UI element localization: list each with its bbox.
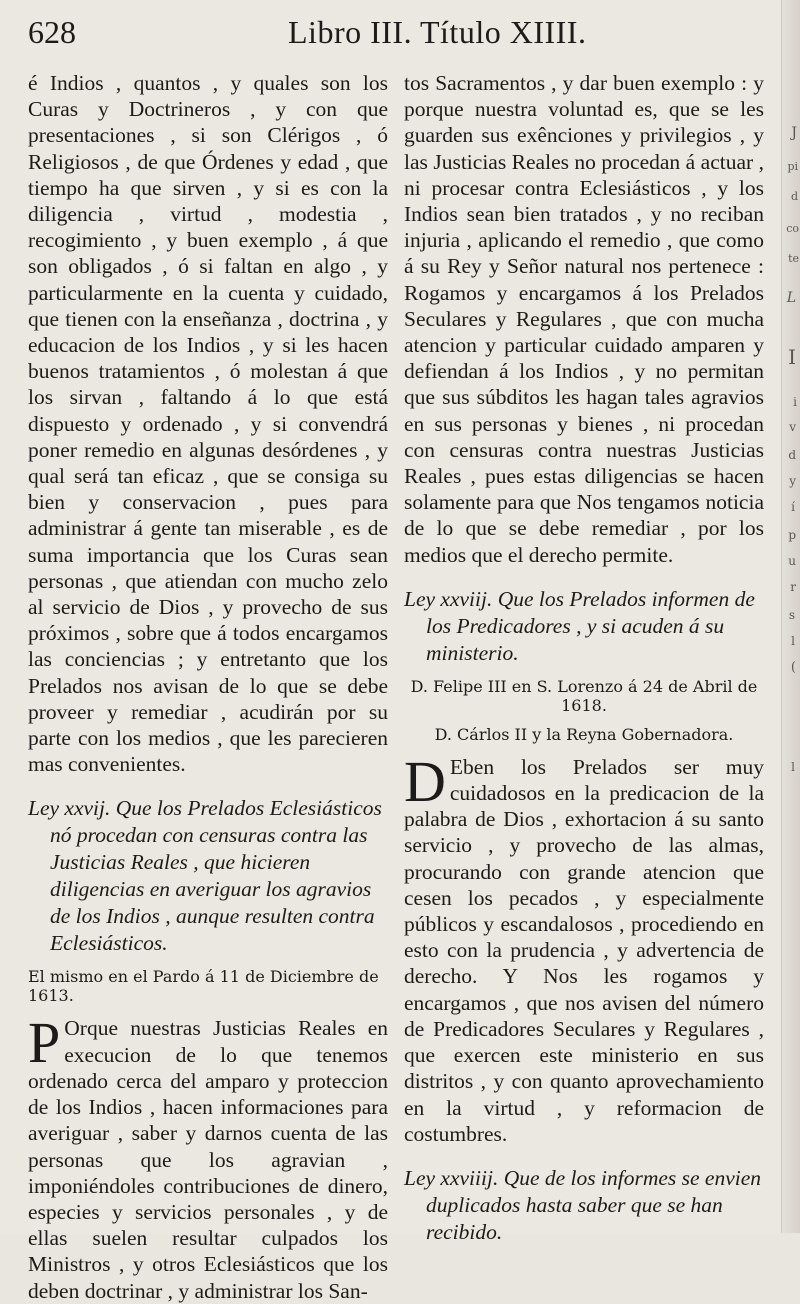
facing-page-edge (781, 0, 800, 1233)
law-title: Ley xxviiij. Que de los informes se envien duplicados hasta saber que se han recibido. (404, 1165, 762, 1244)
page-header (26, 12, 776, 56)
law-title: Ley xxviij. Que los Prelados informen de los Predicadores , y si acuden á su ministerio. (404, 586, 755, 665)
law-dateline: D. Felipe III en S. Lorenzo á 24 de Abril de 1618. (410, 676, 758, 715)
edge-glyph: d (790, 190, 798, 203)
edge-glyph: pi (787, 160, 798, 173)
edge-glyph: y (789, 474, 796, 488)
right-column (404, 70, 764, 1256)
edge-glyph: r (790, 580, 796, 594)
edge-glyph: i (793, 395, 797, 409)
edge-glyph: l (791, 760, 795, 774)
law-text (28, 1010, 388, 1303)
law-title: Ley xxvij. Que los Prelados Eclesiásticos nó procedan con censuras contra las Justicias Reales , que hicieren diligencias en averiguar los agravios de los Indios , aunque resulten contra Eclesiásticos. (28, 796, 382, 956)
law-dateline: El mismo en el Pardo á 11 de Diciembre de 1613. (28, 967, 379, 1006)
law-text (404, 748, 764, 1147)
edge-glyph: J (791, 125, 797, 141)
edge-glyph: I (788, 345, 796, 369)
edge-glyph: te (788, 252, 799, 265)
edge-glyph: u (788, 554, 796, 568)
law-body: Orque nuestras Justicias Reales en execucion de lo que tenemos ordenado cerca del amparo y proteccion de los Indios , hacen informaciones para averiguar , saber y darnos cuenta de las personas que los agravian , imponiéndoles contribuciones de dinero, especies y servicios personales , y de ellas suelen resultar culpados los Ministros , y otros Eclesiásticos que los deben doctrinar , y administrar los San- (28, 1016, 388, 1303)
page-number: 628 (28, 14, 76, 50)
edge-glyph: í (791, 500, 795, 514)
paragraph: tos Sacramentos , y dar buen exemplo : y porque nuestra voluntad es, que se les guarden sus exênciones y privilegios , y las Justicias Reales no procedan á actuar , ni procesar contra Eclesiásticos , y los Indios sean bien tratados , y no reciban injuria , aplicando el remedio , que como á su Rey y Señor natural nos pertenece : Rogamos y encargamos á los Prelados Seculares y Regulares , que con mucha atencion y particular cuidado amparen y defiendan á los Indios , y no permitan que sus súbditos les hagan tales agravios en sus personas y bienes , ni procedan con censuras contra nuestras Justicias Reales , pues estas diligencias se hacen solamente para que Nos tengamos noticia de lo que se debe remediar , por los medios que el derecho permite. (404, 71, 764, 567)
edge-glyph: l (791, 634, 795, 648)
drop-cap: P (28, 1010, 61, 1076)
edge-glyph: L (786, 290, 796, 306)
edge-glyph: co (786, 222, 799, 235)
drop-cap: D (404, 748, 446, 814)
edge-glyph: v (789, 420, 796, 434)
law-dateline-secondary: D. Cárlos II y la Reyna Gobernadora. (434, 724, 734, 744)
running-title: Libro III. Título XIIII. (288, 14, 587, 50)
law-body: Eben los Prelados ser muy cuidadosos en la predicacion de la palabra de Dios , exhortacion á su santo servicio , y provecho de las almas, procurando con grande atencion que cesen los pecados , y especialmente públicos y escandalosos , procediendo en esto con la prudencia , y advertencia de derecho. Y Nos les rogamos y encargamos , que nos avisen del número de Predicadores Seculares y Regulares , que exercen este ministerio en sus distritos , y con quanto aprovechamiento en la virtud , y reformacion de costumbres. (404, 754, 764, 1146)
paragraph: é Indios , quantos , y quales son los Curas y Doctrineros , y con que presentaciones , si son Clérigos , ó Religiosos , de que Órdenes y edad , que tiempo ha que sirven , y si es con la diligencia , virtud , modestia , recogimiento , y buen exemplo , á que son obligados , ó si faltan en algo , y particularmente en la cuenta y cuidado, que tienen con la enseñanza , doctrina , y educacion de los Indios , y si les hacen buenos tratamientos , ó molestan á que los sirvan , faltando á lo que está dispuesto y ordenado , y si convendrá poner remedio en algunas desórdenes , y qual será tan eficaz , que se consiga su bien y conservacion , pues para administrar á gente tan miserable , es de suma importancia que los Curas sean personas , que atiendan con mucho zelo al servicio de Dios , y provecho de sus próximos , sobre que á todos encargamos las conciencias ; y entretanto que los Prelados nos avisan de lo que se debe proveer y remediar , acudirán por su parte con los medios , que les parecieren mas convenientes. (28, 71, 388, 777)
edge-glyph: ( (790, 660, 796, 675)
edge-glyph: s (788, 608, 795, 622)
edge-glyph: p (788, 528, 796, 542)
edge-glyph: d (788, 448, 796, 462)
left-column (28, 70, 388, 1304)
